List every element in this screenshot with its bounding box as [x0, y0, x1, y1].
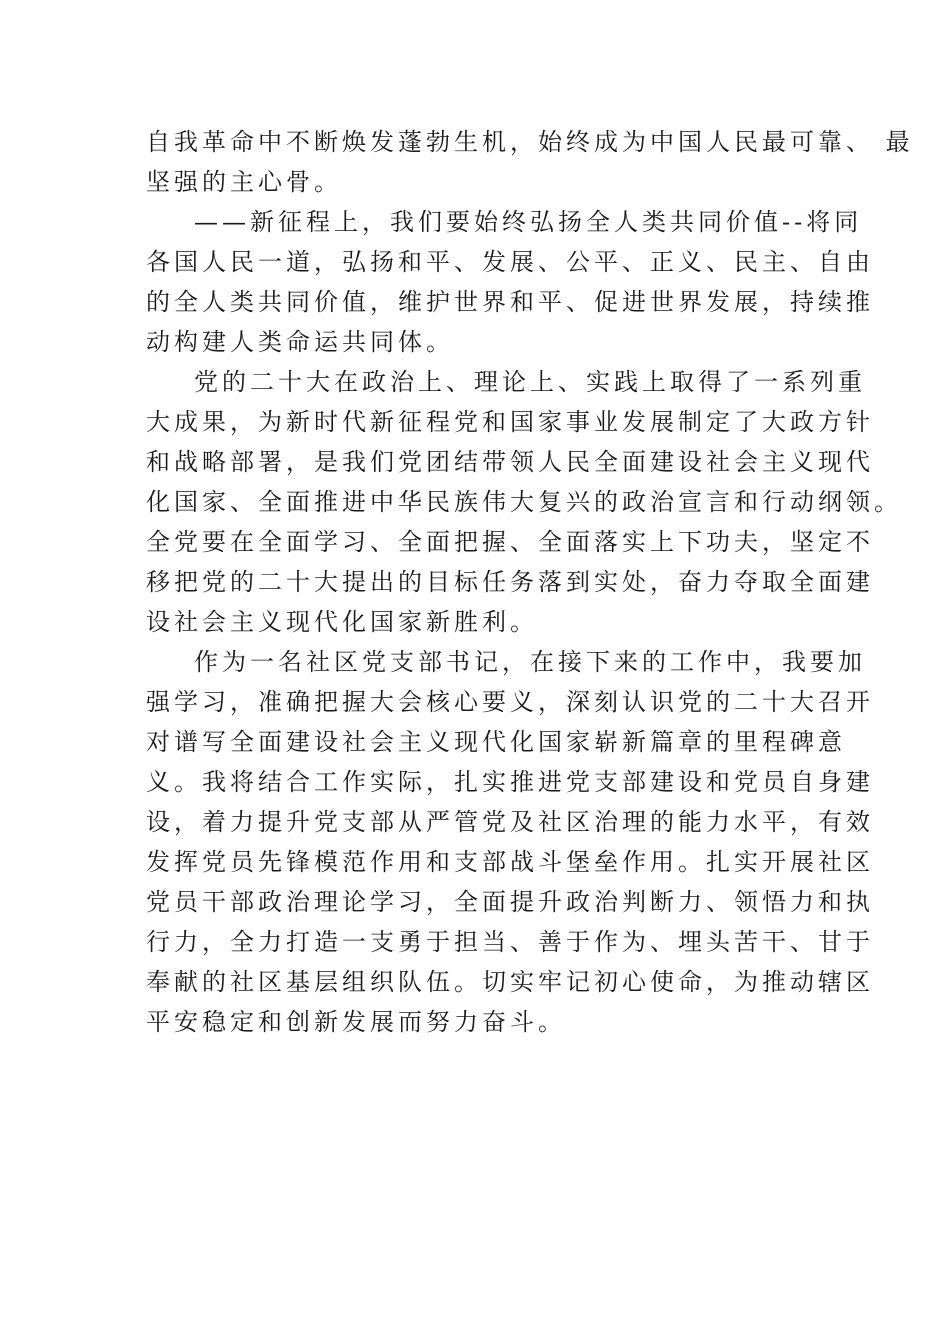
- paragraph-first-line: ——新征程上，我们要始终弘扬全人类共同价值--将同: [194, 208, 863, 236]
- paragraph-first-line: 党的二十大在政治上、理论上、实践上取得了一系列重: [194, 368, 866, 396]
- text-line: 和战略部署，是我们党团结带领人民全面建设社会主义现代: [146, 448, 874, 476]
- text-line: 设，着力提升党支部从严管党及社区治理的能力水平，有效: [146, 808, 874, 836]
- text-line: 义。我将结合工作实际，扎实推进党支部建设和党员自身建: [146, 768, 874, 796]
- text-line: 坚强的主心骨。: [146, 168, 342, 196]
- document-body: [146, 122, 914, 1042]
- text-line: 强学习，准确把握大会核心要义，深刻认识党的二十大召开: [146, 688, 874, 716]
- text-line: 各国人民一道，弘扬和平、发展、公平、正义、民主、自由: [146, 248, 874, 276]
- text-line: 党员干部政治理论学习，全面提升政治判断力、领悟力和执: [146, 888, 874, 916]
- text-line: 行力，全力打造一支勇于担当、善于作为、埋头苦干、甘于: [146, 928, 874, 956]
- text-line: 对谱写全面建设社会主义现代化国家崭新篇章的里程碑意: [146, 728, 846, 756]
- paragraph-first-line: 作为一名社区党支部书记，在接下来的工作中，我要加: [194, 648, 866, 676]
- text-line: 的全人类共同价值，维护世界和平、促进世界发展，持续推: [146, 288, 874, 316]
- text-line: 化国家、全面推进中华民族伟大复兴的政治宣言和行动纲领。: [146, 488, 902, 516]
- text-line: 自我革命中不断焕发蓬勃生机，始终成为中国人民最可靠、 最: [146, 128, 914, 156]
- text-line: 移把党的二十大提出的目标任务落到实处，奋力夺取全面建: [146, 568, 874, 596]
- text-line: 全党要在全面学习、全面把握、全面落实上下功夫，坚定不: [146, 528, 874, 556]
- text-line: 奉献的社区基层组织队伍。切实牢记初心使命，为推动辖区: [146, 968, 874, 996]
- text-line: 动构建人类命运共同体。: [146, 328, 454, 356]
- text-line: 大成果，为新时代新征程党和国家事业发展制定了大政方针: [146, 408, 874, 436]
- text-line: 发挥党员先锋模范作用和支部战斗堡垒作用。扎实开展社区: [146, 848, 874, 876]
- text-line: 设社会主义现代化国家新胜利。: [146, 608, 538, 636]
- text-line: 平安稳定和创新发展而努力奋斗。: [146, 1008, 566, 1036]
